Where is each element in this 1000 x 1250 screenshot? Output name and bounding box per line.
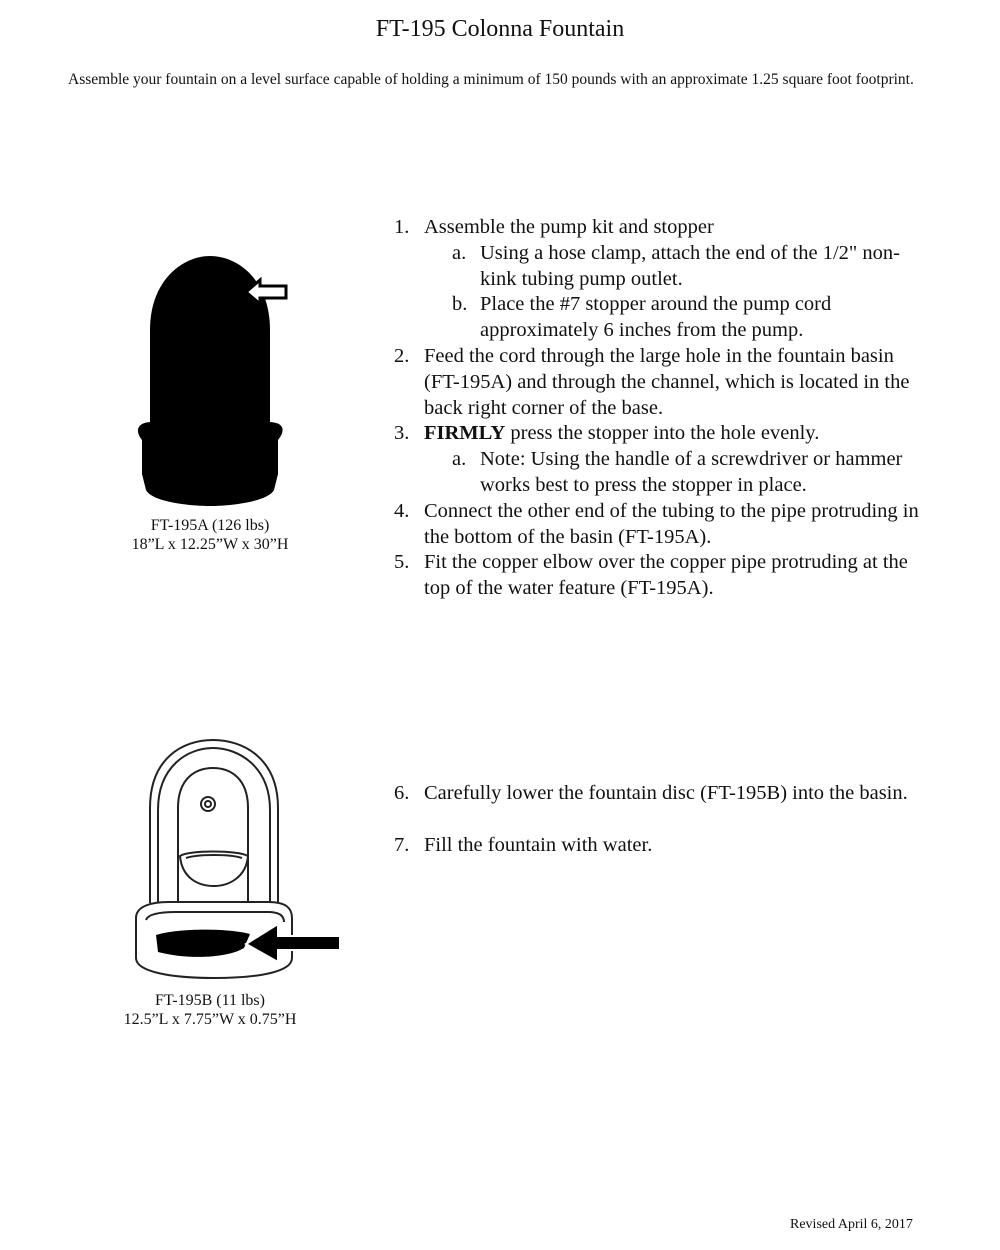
fountain-silhouette-figure	[128, 252, 293, 510]
figure-a-dimensions: 18”L x 12.25”W x 30”H	[131, 536, 289, 553]
substep	[452, 241, 934, 293]
substep-text: Note: Using the handle of a screwdriver or hammer works best to press the stopper in place.	[480, 448, 903, 496]
figure-b-model: FT-195B (11 lbs)	[155, 992, 265, 1009]
step-number: 7.	[394, 833, 410, 856]
step-3	[394, 421, 934, 498]
step-2	[394, 344, 934, 421]
substep-text: Place the #7 stopper around the pump cord approximately 6 inches from the pump.	[480, 293, 832, 342]
step-4	[394, 499, 934, 551]
substep-letter: a.	[452, 448, 467, 471]
step-text: Assemble the pump kit and stopper	[424, 216, 714, 238]
assembly-steps-list	[394, 215, 934, 602]
step-text: Carefully lower the fountain disc (FT-195B) into the basin.	[424, 782, 908, 804]
step-text: Fit the copper elbow over the copper pipe protruding at the top of the water feature (FT-195A).	[424, 551, 908, 600]
substep-letter: b.	[452, 293, 468, 316]
step-text: Feed the cord through the large hole in the fountain basin (FT-195A) and through the channel, which is located in the back right corner of the base.	[424, 344, 910, 419]
figure-b-caption	[95, 991, 325, 1029]
step-number: 5.	[394, 551, 410, 574]
step-number: 1.	[394, 216, 410, 238]
step-1	[394, 215, 934, 344]
figure-a-caption	[95, 516, 325, 554]
assembly-steps-list-continued	[394, 781, 914, 859]
step-text: Connect the other end of the tubing to the pipe protruding in the bottom of the basin (FT-195A).	[424, 499, 919, 548]
step-number: 2.	[394, 344, 410, 367]
step-text: Fill the fountain with water.	[424, 833, 653, 856]
step-number: 4.	[394, 499, 410, 522]
figure-b-dimensions: 12.5”L x 7.75”W x 0.75”H	[123, 1011, 297, 1028]
revision-date: Revised April 6, 2017	[790, 1217, 913, 1232]
step-5	[394, 550, 934, 602]
intro-paragraph: Assemble your fountain on a level surface capable of holding a minimum of 150 pounds with an approximate 1.25 square foot footprint.	[68, 71, 914, 88]
figure-a-model: FT-195A (126 lbs)	[150, 517, 270, 534]
substep	[452, 447, 934, 499]
step-6	[394, 781, 914, 807]
step-text: press the stopper into the hole evenly.	[505, 422, 820, 445]
step-7	[394, 833, 914, 859]
step-number: 6.	[394, 782, 410, 804]
substep	[452, 292, 934, 344]
step-text-container	[424, 421, 934, 447]
emphasis-text: FIRMLY	[424, 422, 506, 445]
substep-letter: a.	[452, 241, 467, 264]
step-number: 3.	[394, 422, 410, 445]
fountain-outline-figure	[128, 738, 348, 983]
page-title: FT-195 Colonna Fountain	[375, 16, 625, 42]
substep-text: Using a hose clamp, attach the end of the 1/2" non-kink tubing pump outlet.	[480, 241, 900, 290]
